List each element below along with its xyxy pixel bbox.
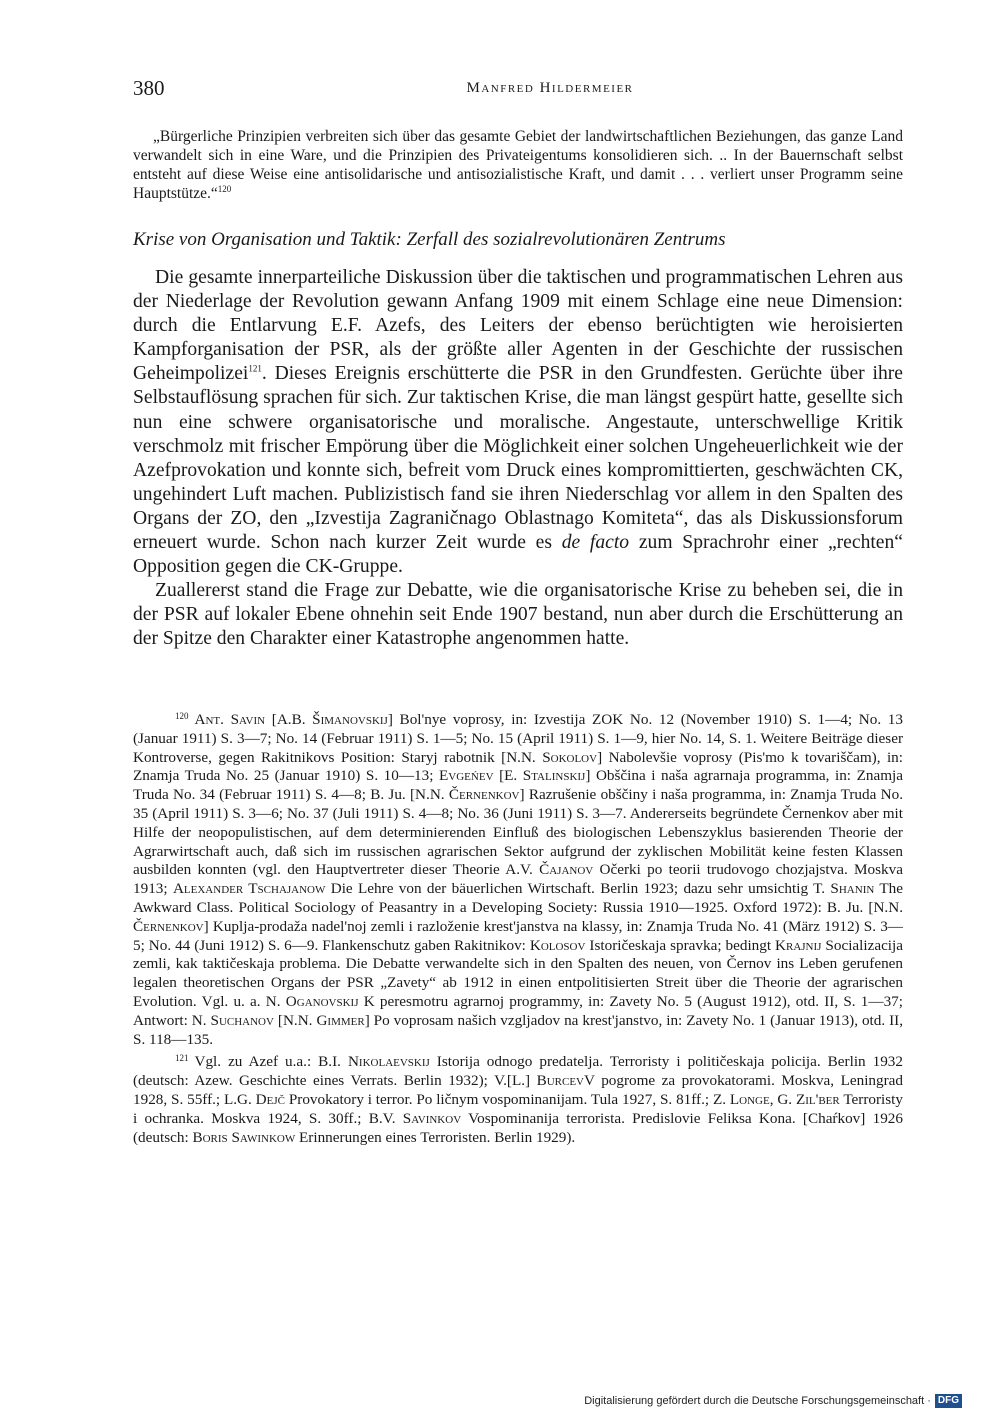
footnote-text: Die Lehre von der bäuerlichen Wirtschaft. Berlin 1923; dazu sehr umsichtig T. (325, 880, 831, 898)
footnote-ref-120[interactable]: 120 (217, 183, 232, 194)
author-name: Oganovskij (285, 992, 359, 1010)
section-heading: Krise von Organisation und Taktik: Zerfall des sozialrevolutionären Zentrums (133, 229, 726, 250)
italic-phrase: de facto (561, 532, 630, 554)
author-name: Krajnij (775, 936, 822, 954)
footnote-text: ] Obščina i naša agrarnaja programma, in: Znamja Truda No. 34 (Februar 1911) S. 4—8; B. Ju. [N.N. (133, 767, 903, 804)
credit-text: Digitalisierung gefördert durch die Deutsche Forschungsgemeinschaft · (584, 1395, 931, 1407)
footnote-text: Vospominanija terrorista. Predislovie Feliksa Kona. [Chaŕkov] 1926 (deutsch: (133, 1109, 903, 1146)
author-name: Alexander Tschajanow (172, 880, 326, 898)
author-name: Longe (729, 1090, 770, 1108)
page-number: 380 (133, 76, 165, 100)
footnote-text: Istorija odnogo predatelja. Terroristy i političeskaja policija. Berlin 1932 (deutsch: Azew. Geschichte eines Verrats. Berlin 1932); V.[L.] (133, 1053, 903, 1090)
author-name: Savinkov (402, 1109, 462, 1127)
author-name: Černenkov (133, 917, 204, 935)
footnote-text: Erinnerungen eines Terroristen. Berlin 1929). (295, 1128, 576, 1146)
author-name: Dejč (255, 1090, 285, 1108)
footnote-text: Očerki po teorii trudovogo chozjajstva. Moskva 1913; (133, 861, 903, 898)
paragraph: Zuallererst stand die Frage zur Debatte, wie die organisatorische Krise zu beheben sei, die in der PSR auf lokaler Ebene ohnehin seit Ende 1907 bestand, nun aber durch die Erschütterung an der Spitze den Charakter einer Katastrophe angenommen hatte. (133, 580, 903, 650)
footnote-number: 121 (175, 1053, 189, 1064)
paragraph-text: zum Sprachrohr einer „rechten“ Opposition gegen die CK-Gruppe. (133, 532, 904, 578)
footnote-121 (133, 1049, 903, 1147)
author-name: Boris Sawinkow (192, 1128, 296, 1146)
author-name: Evgeńev (439, 767, 494, 785)
footnote-text: ] Nabolevšie voprosy (Pis'mo k tovariščam), in: Znamja Truda No. 25 (Januar 1910) S. 10—13; (133, 748, 903, 785)
footnote-text: [N.N. (273, 1011, 317, 1029)
footnote-text: ] Po voprosam našich vzgljadov na krest'janstvo, in: Zavety No. 1 (Januar 1913), otd. II, S. 118—135. (133, 1011, 904, 1048)
footnote-text: V pogrome za provokatorami. Moskva, Leningrad 1928, S. 55ff.; L.G. (133, 1072, 903, 1108)
paragraph-text: . Dieses Ereignis erschütterte die PSR in den Grundfesten. Gerüchte über ihre Selbstauflösung sprachen für sich. Zur taktischen Krise, die man längst gespürt hatte, gesellte sich nun eine schwere organisatorische und moralische. Angestaute, unterschwellige Kritik verschmolz mit frischer Empörung über die Möglichkeit einer solchen Ungeheuerlichkeit wie der Azefprovokation und konnte sich, befreit vom Druck eines kompromittierten, geschwächten CK, ungehindert Luft machen. Publizistisch fand sie ihren Niederschlag vor allem in den Spalten des Organs der ZO, den „Izvestija Zagraničnago Oblastnago Komiteta“, das als Diskussionsforum erneuert wurde. Schon nach kurzer Zeit wurde es (133, 363, 903, 554)
author-name: Suchanov (210, 1011, 274, 1029)
footnote-text: , G. (769, 1090, 796, 1108)
footnote-text: ] Razrušenie obščiny i naša programma, in: Znamja Truda No. 35 (April 1911) S. 3—6; No. 37 (Juli 1911) S. 4—8; No. 36 (Juni 1911) S. 3—7. Andererseits begründete Černenkov aber mit Hilfe der neopopulistischen, auf dem determinierenden Einfluß des biologischen Lebenszyklus basierenden Theorie der Agrarwirtschaft auch, daß sich im russischen agrarischen Sektor aufgrund der zyklischen Mobilität keine festen Klassen ausbilden konnten (vgl. den Hauptvertreter dieser Theorie A.V. (133, 786, 903, 879)
author-name: Šimanovskij (312, 711, 388, 728)
footnote-number: 120 (175, 711, 189, 721)
author-name: Burcev (536, 1072, 584, 1090)
dfg-logo: DFG (935, 1394, 962, 1408)
footnote-text: ] Bol'nye voprosy, in: Izvestija ZOK No. 12 (November 1910) S. 1—4; No. 13 (Januar 1911) S. 3—7; No. 14 (Februar 1911) S. 1—5; No. 15 (April 1911) S. 1—9, hier No. 14, S. 1. Weitere Beiträge dieser Kontroverse, gegen Rakitnikovs Position: Staryj rabotnik [N.N. (133, 711, 903, 766)
running-head: Manfred Hildermeier (466, 80, 634, 96)
footnote-text: Terroristy i ochranka. Moskva 1924, S. 30ff.; B.V. (133, 1090, 903, 1127)
digitization-credit (584, 1394, 962, 1408)
author-name: Stalinskij (522, 767, 586, 785)
author-name: Kolosov (529, 936, 586, 954)
footnote-text: Istoričeskaja spravka; bedingt (585, 936, 776, 954)
author-name: Shanin (830, 880, 875, 898)
author-name: Čajanov (539, 861, 594, 879)
footnote-text: [A.B. (265, 711, 313, 728)
author-name: Sokolov (542, 748, 598, 766)
footnote-120 (133, 707, 903, 1049)
footnote-ref-121[interactable]: 121 (248, 363, 262, 374)
paragraph (133, 266, 903, 579)
quote-text: „Bürgerliche Prinzipien verbreiten sich über das gesamte Gebiet der landwirtschaftlichen Beziehungen, das ganze Land verwandelt sich in eine Ware, und die Prinzipien des Privateigentums konsolidieren sich. .. In der Bauernschaft selbst entsteht auf diese Weise eine antisolidarische und antisozialistische Kraft, und damit . . . verliert unser Programm seine Hauptstütze.“ (133, 128, 903, 202)
paragraph-text: Die gesamte innerparteiliche Diskussion über die taktischen und programmatischen Lehren aus der Niederlage der Revolution gewann Anfang 1909 mit einem Schlage eine neue Dimension: durch die Entlarvung E.F. Azefs, des Leiters der ebenso berüchtigten wie heroisierten Kampforganisation der PSR, als der größte aller Agenten in der Geschichte der russischen Geheimpolizei (133, 267, 903, 385)
footnote-text: ] Kuplja-prodaža nadel'noj zemli i razloženie krest'janstva na klassy, in: Znamja Truda No. 41 (März 1912) S. 3—5; No. 44 (Juni 1912) S. 6—9. Flankenschutz gaben Rakitnikov: (133, 917, 903, 954)
author-name: Zil'ber (795, 1090, 840, 1108)
author-name: Černenkov (448, 786, 520, 804)
footnotes (133, 707, 903, 1147)
footnote-text: [E. (493, 767, 523, 785)
author-name: Nikolaevskij (347, 1053, 430, 1071)
footnote-text: Vgl. zu Azef u.a.: B.I. (194, 1053, 348, 1071)
footnote-text: K peresmotru agrarnoj programmy, in: Zavety No. 5 (August 1912), otd. II, S. 1—37; Antwort: N. (133, 992, 903, 1029)
footnote-text: Provokatory i terror. Po ličnym vospominanijam. Tula 1927, S. 81ff.; Z. (284, 1090, 730, 1108)
body-text (133, 266, 903, 652)
block-quote (133, 127, 903, 203)
author-name: Gimmer (316, 1011, 365, 1029)
footnote-text: Socializacija zemli, kak taktičeskaja problema. Die Debatte verwandelte sich in den Spalten des neuen, von Černov ins Leben gerufenen legalen theoretischen Organs der PSR „Zavety“ ab 1912 in einen entpolitisierten Streit über die Theorie der agrarischen Evolution. Vgl. u. a. N. (133, 936, 903, 1010)
author-name: Ant. Savin (194, 711, 266, 728)
footnote-text: The Awkward Class. Political Sociology of Peasantry in a Developing Society: Russia 1910—1925. Oxford 1972): B. Ju. [N.N. (133, 880, 904, 916)
